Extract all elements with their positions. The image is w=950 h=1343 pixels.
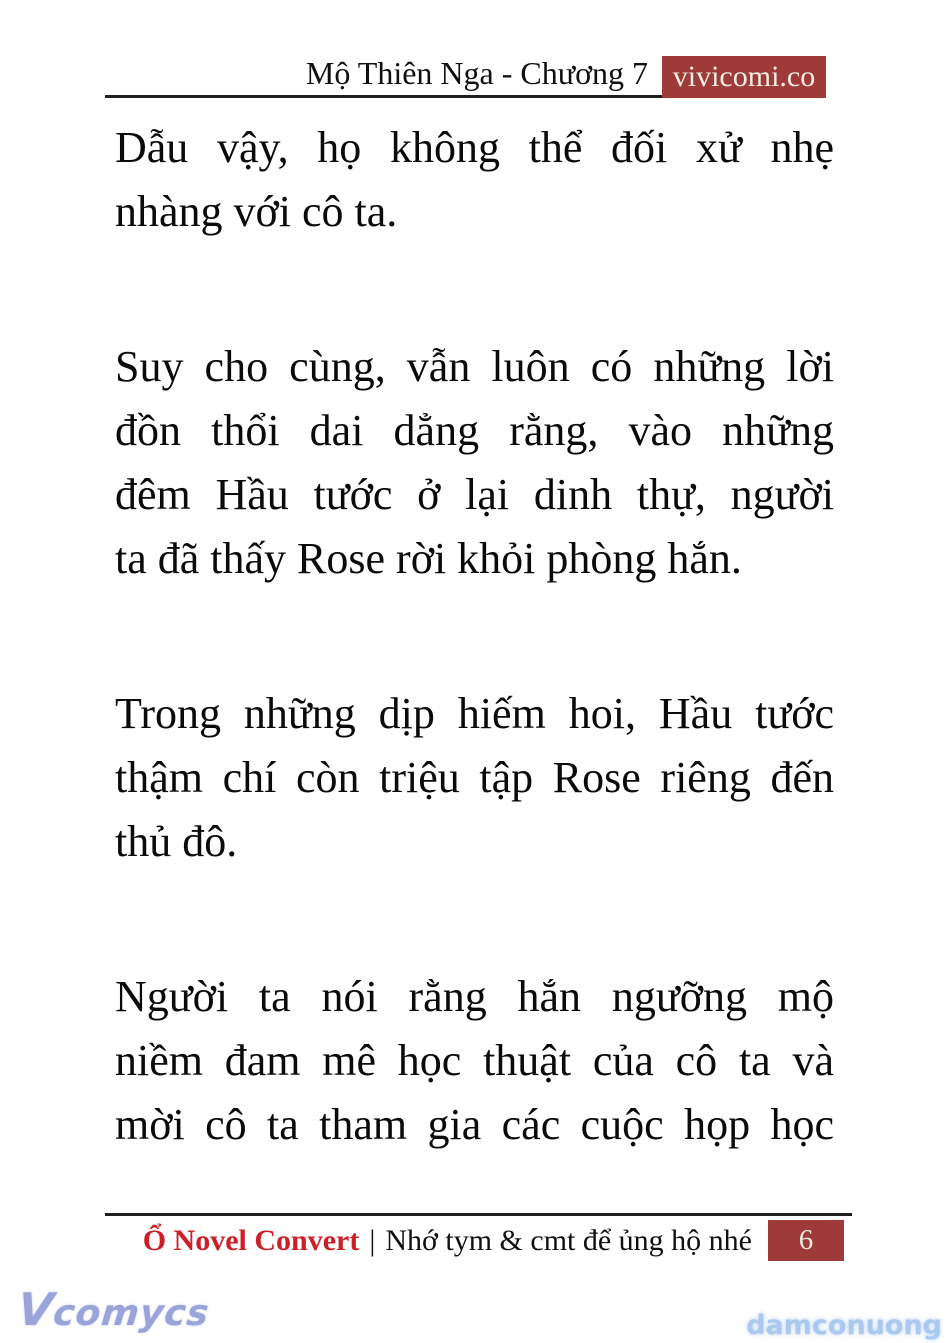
paragraph — [115, 682, 834, 874]
chapter-body — [115, 116, 834, 1248]
text-line: Suy cho cùng, vẫn luôn có những lời — [115, 342, 834, 391]
converter-brand: Ổ Novel Convert — [142, 1223, 360, 1257]
text-line: ta đã thấy Rose rời khỏi phòng hắn. — [115, 534, 742, 583]
chapter-title: Mộ Thiên Nga - Chương 7 — [305, 55, 648, 91]
text-line: Người ta nói rằng hắn ngưỡng mộ — [115, 972, 834, 1021]
text-line: đồn thổi dai dẳng rằng, vào những — [115, 406, 834, 455]
text-line: thủ đô. — [115, 817, 238, 866]
text-line: Dẫu vậy, họ không thể đối xử nhẹ — [115, 123, 834, 172]
footer-row — [105, 1216, 852, 1261]
text-line: đêm Hầu tước ở lại dinh thự, người — [115, 470, 834, 519]
paragraph — [115, 116, 834, 244]
page-footer — [105, 1213, 852, 1261]
vcomycs-watermark-logo: Vcomycs — [15, 1283, 212, 1336]
footer-note: Nhớ tym & cmt để ủng hộ nhé — [385, 1223, 752, 1257]
text-line: niềm đam mê học thuật của cô ta và — [115, 1036, 834, 1085]
paragraph — [115, 965, 834, 1157]
page-header — [105, 56, 826, 98]
header-rule — [105, 56, 662, 98]
damconuong-watermark: damconuong — [746, 1310, 942, 1341]
text-line: mời cô ta tham gia các cuộc họp học — [115, 1100, 834, 1149]
text-line: thậm chí còn triệu tập Rose riêng đến — [115, 753, 834, 802]
footer-separator: | — [369, 1223, 376, 1257]
site-badge: vivicomi.co — [662, 56, 826, 98]
text-line: nhàng với cô ta. — [115, 187, 398, 236]
text-line: Trong những dịp hiếm hoi, Hầu tước — [115, 689, 834, 738]
paragraph — [115, 335, 834, 591]
page-number-badge: 6 — [768, 1220, 844, 1261]
